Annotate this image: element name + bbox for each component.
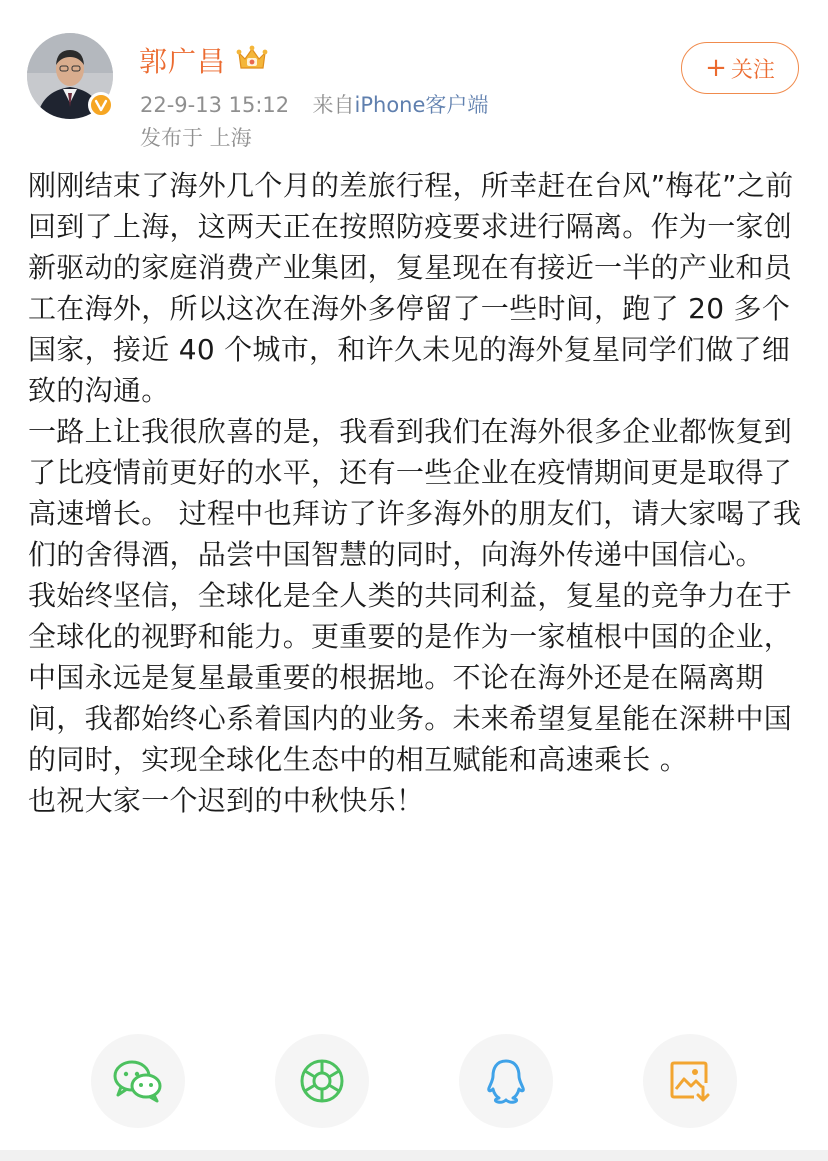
bottom-divider (0, 1150, 828, 1161)
moments-icon (299, 1058, 345, 1104)
share-qq-button[interactable] (459, 1034, 553, 1128)
share-bar (0, 1030, 828, 1130)
author-name[interactable]: 郭广昌 (139, 45, 227, 78)
post-paragraph: 也祝大家一个迟到的中秋快乐！ (28, 784, 425, 817)
verified-badge-icon (88, 92, 114, 118)
save-image-button[interactable] (643, 1034, 737, 1128)
post-header (0, 0, 828, 160)
client-link[interactable]: iPhone客户端 (354, 93, 489, 117)
post-time: 22-9-13 15:12 (140, 93, 290, 117)
share-wechat-button[interactable] (91, 1034, 185, 1128)
post-location: 发布于 上海 (140, 126, 252, 150)
wechat-icon (112, 1058, 164, 1104)
post-paragraph: 我始终坚信，全球化是全人类的共同利益，复星的竞争力在于全球化的视野和能力。更重要的是作为一家植根中国的企业，中国永远是复星最重要的根据地。不论在海外还是在隔离期间，我都始终心系着国内的业务。未来希望复星能在深耕中国的同时，实现全球化生态中的相互赋能和高速乘长 。 (28, 579, 793, 776)
post-meta (140, 89, 488, 119)
share-moments-button[interactable] (275, 1034, 369, 1128)
from-label: 来自 (312, 93, 355, 117)
crown-icon[interactable] (236, 44, 268, 72)
save-image-icon (668, 1059, 712, 1103)
follow-button[interactable] (681, 42, 799, 94)
plus-icon: + (705, 53, 727, 83)
post-paragraph: 刚刚结束了海外几个月的差旅行程，所幸赶在台风”梅花”之前回到了上海，这两天正在按照防疫要求进行隔离。作为一家创新驱动的家庭消费产业集团，复星现在有接近一半的产业和员工在海外，所以这次在海外多停留了一些时间，跑了 20 多个国家，接近 40 个城市，和许久未见的海外复星同学们做了细致的沟通。 (28, 169, 794, 407)
post-body (28, 165, 803, 821)
follow-label: 关注 (730, 57, 775, 83)
qq-icon (485, 1058, 527, 1104)
post-paragraph: 一路上让我很欣喜的是，我看到我们在海外很多企业都恢复到了比疫情前更好的水平，还有一些企业在疫情期间更是取得了高速增长。 过程中也拜访了许多海外的朋友们，请大家喝了我们的舍得酒，品尝中国智慧的同时，向海外传递中国信心。 (28, 415, 802, 571)
